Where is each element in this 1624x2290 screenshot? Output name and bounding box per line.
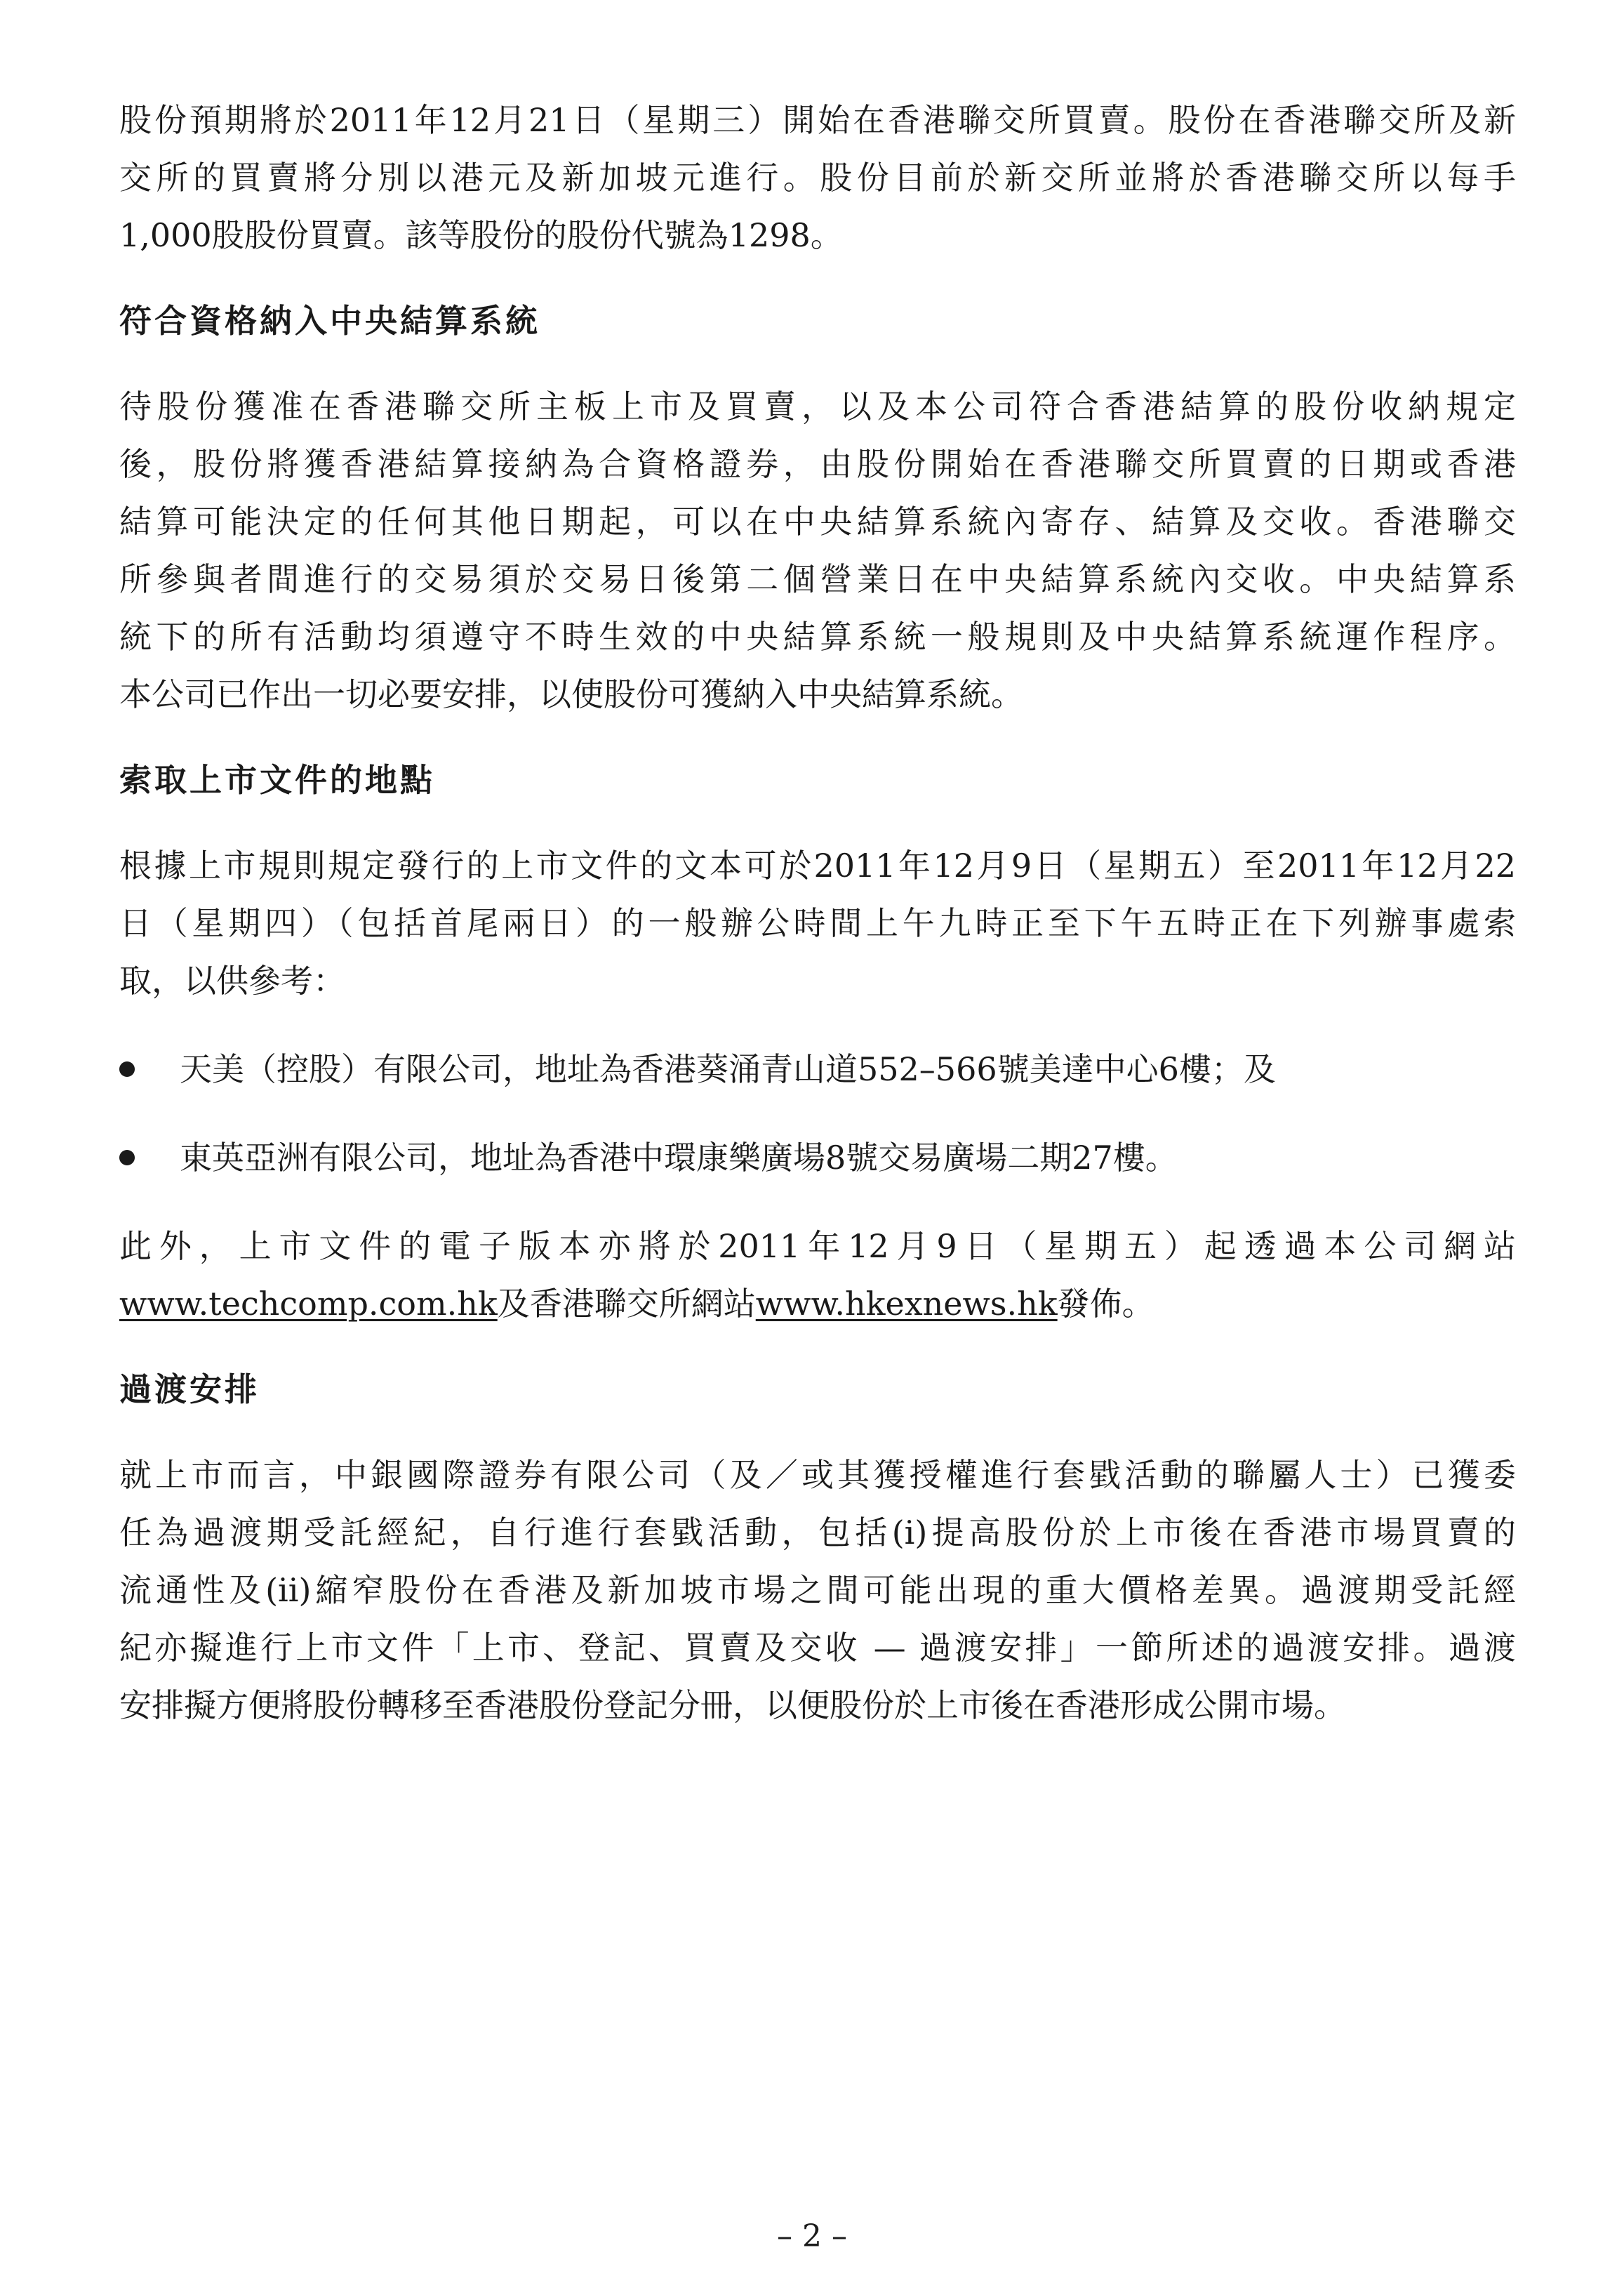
text-line: 日（星期四）（包括首尾兩日）的一般辦公時間上午九時正至下午五時正在下列辦事處索: [119, 904, 1516, 942]
text-line: 交所的買賣將分別以港元及新加坡元進行。股份目前於新交所並將於香港聯交所以每手: [119, 159, 1516, 197]
company-website-link[interactable]: www.techcomp.com.hk: [119, 1285, 498, 1323]
transition-paragraph: [119, 1446, 1516, 1734]
trading-paragraph: [119, 91, 1516, 264]
text-line: 統下的所有活動均須遵守不時生效的中央結算系統一般規則及中央結算系統運作程序。: [119, 618, 1516, 656]
section-heading-transition: 過渡安排: [119, 1370, 260, 1408]
text-line: 流通性及(ii)縮窄股份在香港及新加坡市場之間可能出現的重大價格差異。過渡期受託經: [119, 1571, 1516, 1609]
ccass-paragraph: [119, 378, 1516, 723]
document-page: [119, 91, 1516, 1734]
hkex-website-link[interactable]: www.hkexnews.hk: [755, 1285, 1058, 1323]
text-fragment: 及香港聯交所網站: [497, 1285, 756, 1323]
text-line: 所參與者間進行的交易須於交易日後第二個營業日在中央結算系統內交收。中央結算系: [119, 560, 1516, 598]
text-line: 紀亦擬進行上市文件「上市、登記、買賣及交收 — 過渡安排」一節所述的過渡安排。過渡: [119, 1629, 1516, 1667]
text-line: 股份預期將於2011年12月21日（星期三）開始在香港聯交所買賣。股份在香港聯交所及新: [119, 101, 1516, 139]
section-heading-documents: 索取上市文件的地點: [119, 761, 435, 799]
page-number: – 2 –: [777, 2218, 847, 2254]
text-line: 後，股份將獲香港結算接納為合資格證券，由股份開始在香港聯交所買賣的日期或香港: [119, 445, 1516, 483]
website-paragraph: [119, 1217, 1516, 1332]
text-line: 本公司已作出一切必要安排，以使股份可獲納入中央結算系統。: [119, 675, 1023, 713]
text-line: [119, 1275, 1516, 1332]
text-line: 1,000股股份買賣。該等股份的股份代號為1298。: [119, 216, 843, 254]
text-line: 待股份獲准在香港聯交所主板上市及買賣，以及本公司符合香港結算的股份收納規定: [119, 388, 1516, 425]
text-line: 就上市而言，中銀國際證券有限公司（及／或其獲授權進行套戥活動的聯屬人士）已獲委: [119, 1456, 1516, 1494]
list-item: [119, 1129, 1516, 1186]
text-line: 結算可能決定的任何其他日期起，可以在中央結算系統內寄存、結算及交收。香港聯交: [119, 503, 1516, 541]
list-item: [119, 1040, 1516, 1098]
text-line: 此外，上市文件的電子版本亦將於2011年12月9日（星期五）起透過本公司網站: [119, 1227, 1516, 1265]
text-line: 任為過渡期受託經紀，自行進行套戥活動，包括(i)提高股份於上市後在香港市場買賣的: [119, 1514, 1516, 1551]
bullet-icon: [119, 1061, 135, 1077]
list-item-text: 東英亞洲有限公司，地址為香港中環康樂廣場8號交易廣場二期27樓。: [180, 1139, 1178, 1177]
text-line: 根據上市規則規定發行的上市文件的文本可於2011年12月9日（星期五）至2011年12月22: [119, 847, 1516, 885]
section-heading-ccass: 符合資格納入中央結算系統: [119, 302, 540, 340]
text-fragment: 發佈。: [1057, 1285, 1154, 1323]
bullet-icon: [119, 1150, 135, 1165]
documents-paragraph: [119, 837, 1516, 1010]
text-line: 安排擬方便將股份轉移至香港股份登記分冊，以便股份於上市後在香港形成公開市場。: [119, 1686, 1346, 1724]
list-item-text: 天美（控股）有限公司，地址為香港葵涌青山道552–566號美達中心6樓；及: [180, 1050, 1276, 1088]
text-line: 取，以供參考：: [119, 962, 345, 1000]
